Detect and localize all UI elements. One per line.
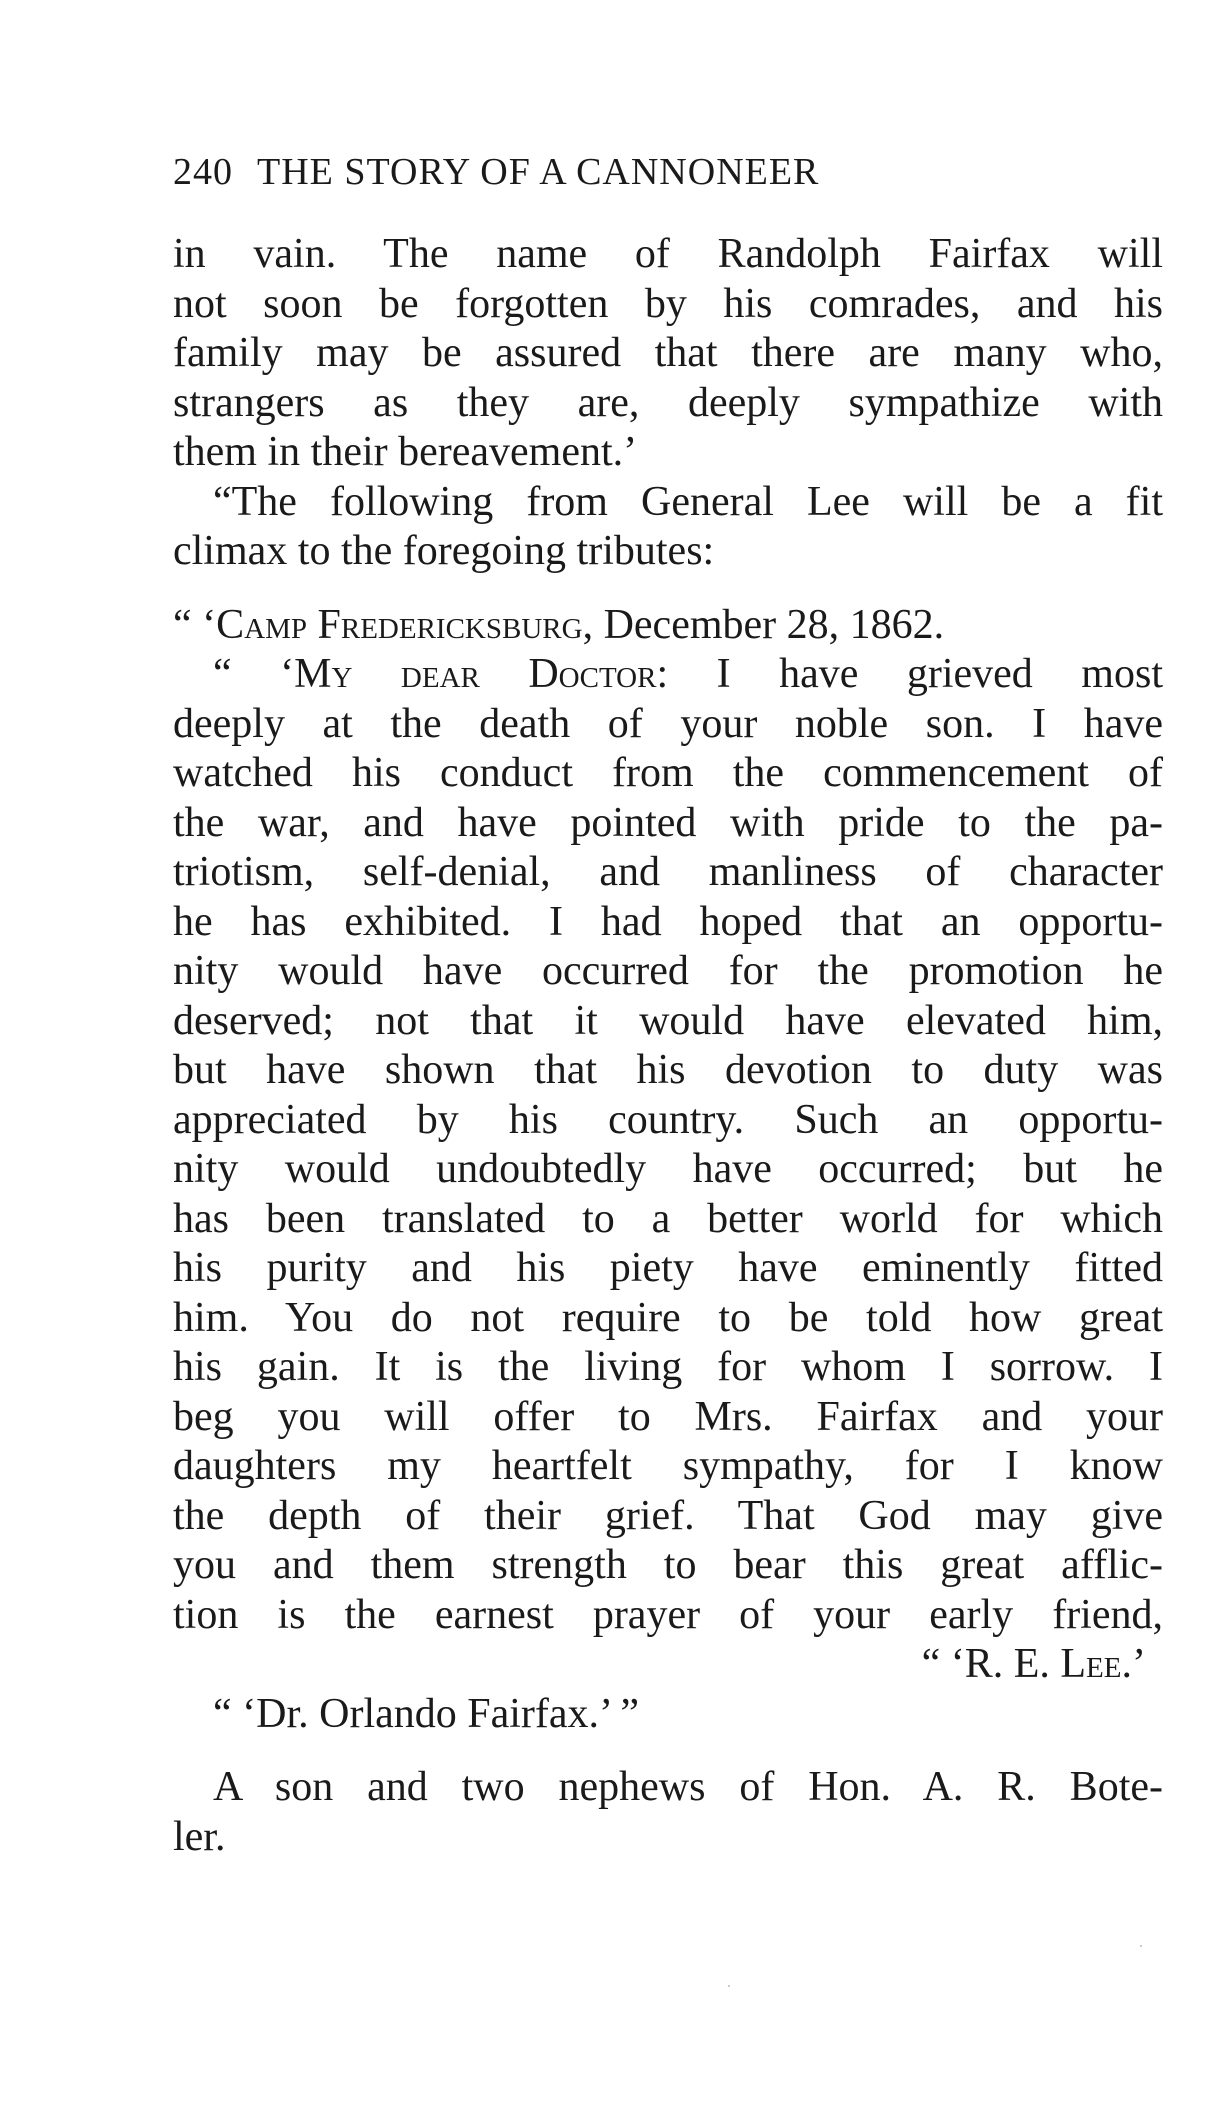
paragraph-gap [173, 1739, 1163, 1763]
text-line: not soon be forgotten by his comrades, and his [173, 280, 1163, 327]
main-text [173, 230, 1163, 1862]
letter-line: you and them strength to bear this great afflic- [173, 1542, 1163, 1588]
salutation: My dear Doctor: [294, 651, 669, 697]
paper-speck [1140, 1945, 1142, 1947]
text-line: family may be assured that there are many who, [173, 330, 1163, 376]
letter-line: beg you will offer to Mrs. Fairfax and your [173, 1393, 1163, 1440]
dateline-place: Camp Fredericksburg, [216, 601, 594, 648]
letter-addressee: “ ‘Dr. Orlando Fairfax.’ ” [213, 1690, 640, 1737]
signature-name: Lee [1060, 1641, 1122, 1687]
text-line: “The following from General Lee will be a fit [213, 478, 1163, 525]
letter-signature: “ ‘R. E. Lee.’ [921, 1641, 1146, 1687]
footnote-line: A son and two nephews of Hon. A. R. Bote- [213, 1764, 1163, 1810]
paper-speck [728, 1985, 730, 1987]
letter-line: deserved; not that it would have elevated him, [173, 997, 1163, 1044]
letter-dateline: “ ‘Camp Fredericksburg, December 28, 1862. [173, 601, 945, 648]
letter-line: appreciated by his country. Such an opportu- [173, 1096, 1163, 1143]
text-line: them in their bereavement.’ [173, 429, 638, 475]
letter-line: deeply at the death of your noble son. I have [173, 700, 1163, 747]
paragraph-gap [173, 577, 1163, 601]
footnote-line: ler. [173, 1813, 226, 1860]
letter-line: triotism, self-denial, and manliness of character [173, 849, 1163, 895]
page-number: 240 [173, 151, 233, 193]
letter-line: his purity and his piety have eminently fitted [173, 1245, 1163, 1291]
letter-line: but have shown that his devotion to duty was [173, 1047, 1163, 1093]
letter-line: the depth of their grief. That God may give [173, 1492, 1163, 1539]
letter-line: watched his conduct from the commencement of [173, 750, 1163, 796]
letter-line: has been translated to a better world for which [173, 1195, 1163, 1242]
text-line: climax to the foregoing tributes: [173, 528, 715, 574]
letter-line: the war, and have pointed with pride to the pa- [173, 799, 1163, 846]
letter-line: daughters my heartfelt sympathy, for I know [173, 1443, 1163, 1489]
letter-line: nity would undoubtedly have occurred; but he [173, 1146, 1163, 1192]
letter-salutation: “ ‘My dear Doctor: I have grieved most [213, 651, 1163, 697]
letter-line: his gain. It is the living for whom I sorrow. I [173, 1344, 1163, 1390]
letter-line: tion is the earnest prayer of your early friend, [173, 1591, 1163, 1638]
running-header [173, 150, 819, 194]
letter-line: nity would have occurred for the promotion he [173, 948, 1163, 994]
dateline-date: December 28, 1862. [593, 601, 945, 648]
letter-line: he has exhibited. I had hoped that an opportu- [173, 898, 1163, 945]
letter-line: him. You do not require to be told how great [173, 1294, 1163, 1341]
running-title: THE STORY OF A CANNONEER [257, 151, 820, 193]
text-line: strangers as they are, deeply sympathize with [173, 379, 1163, 426]
text-line: in vain. The name of Randolph Fairfax will [173, 231, 1163, 277]
